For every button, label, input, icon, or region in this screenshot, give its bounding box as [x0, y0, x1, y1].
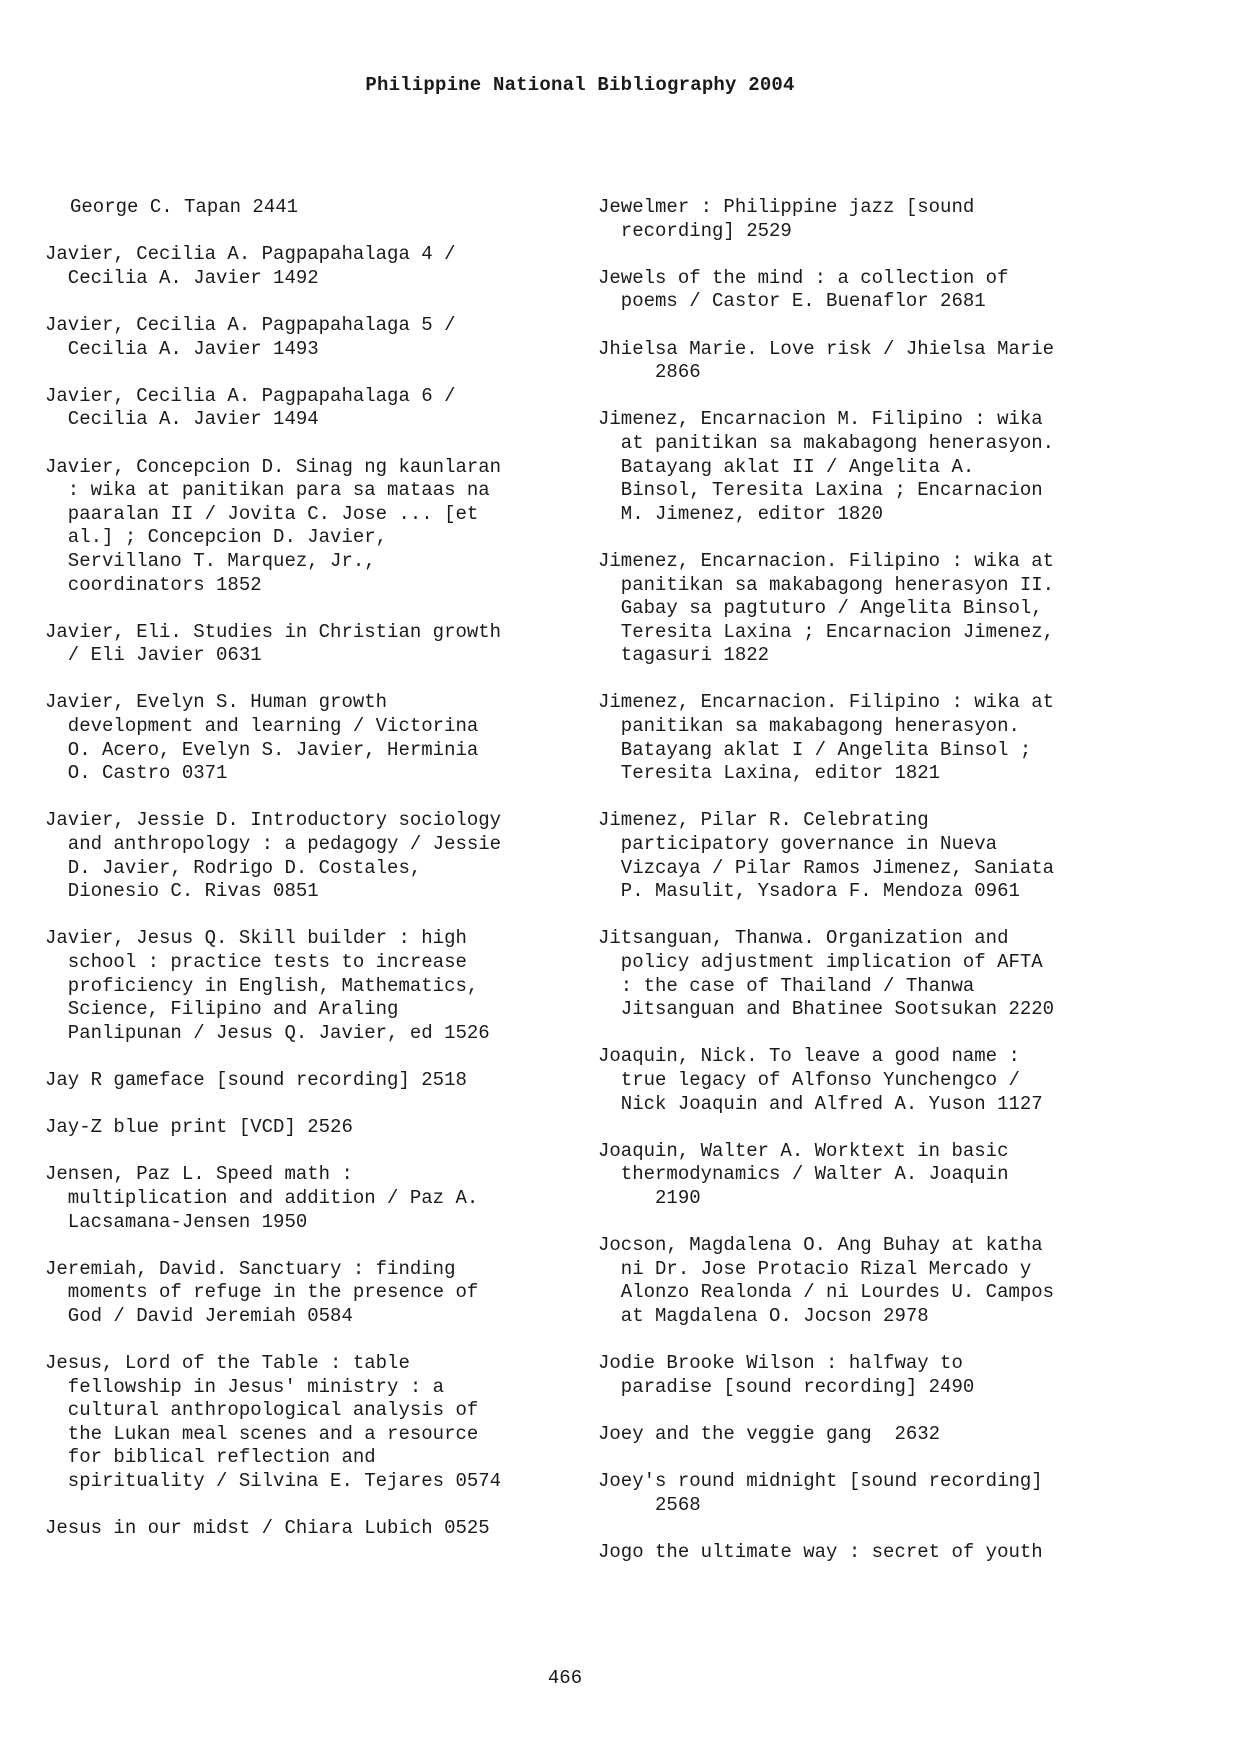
- page-title: Philippine National Bibliography 2004: [365, 74, 795, 96]
- right-column: [598, 196, 1158, 1588]
- bibliography-entry: Javier, Concepcion D. Sinag ng kaunlaran : wika at panitikan para sa mataas na paaralan II / Jovita C. Jose ... [et al.] ; Concepcion D. Javier, Servillano T. Marquez, Jr., coordinators 1852: [45, 455, 502, 596]
- bibliography-entry: Jitsanguan, Thanwa. Organization and policy adjustment implication of AFTA : the case of Thailand / Thanwa Jitsanguan and Bhatinee Sootsukan 2220: [598, 927, 1055, 1021]
- bibliography-entry: George C. Tapan 2441: [70, 196, 299, 218]
- bibliography-entry: Joaquin, Nick. To leave a good name : true legacy of Alfonso Yunchengco / Nick Joaquin and Alfred A. Yuson 1127: [598, 1045, 1043, 1115]
- bibliography-entry: Javier, Cecilia A. Pagpapahalaga 5 / Cecilia A. Javier 1493: [45, 313, 456, 360]
- bibliography-entry: Javier, Cecilia A. Pagpapahalaga 4 / Cecilia A. Javier 1492: [45, 243, 456, 289]
- bibliography-entry: Joey's round midnight [sound recording] 2568: [598, 1470, 1043, 1516]
- bibliography-entry: Jimenez, Encarnacion M. Filipino : wika at panitikan sa makabagong henerasyon. Batayang aklat II / Angelita A. Binsol, Teresita Laxina ; Encarnacion M. Jimenez, editor 1820: [598, 408, 1055, 525]
- left-column: [45, 196, 605, 1564]
- bibliography-entry: Javier, Jessie D. Introductory sociology and anthropology : a pedagogy / Jessie D. Javier, Rodrigo D. Costales, Dionesio C. Rivas 0851: [45, 809, 502, 903]
- bibliography-entry: Joey and the veggie gang 2632: [598, 1422, 941, 1445]
- bibliography-entry: Javier, Eli. Studies in Christian growth / Eli Javier 0631: [45, 620, 502, 667]
- bibliography-entry: Jimenez, Encarnacion. Filipino : wika at panitikan sa makabagong henerasyon. Batayang aklat I / Angelita Binsol ; Teresita Laxina, editor 1821: [598, 691, 1055, 785]
- bibliography-entry: Jewelmer : Philippine jazz [sound recording] 2529: [598, 196, 975, 242]
- bibliography-entry: Jesus, Lord of the Table : table fellowship in Jesus' ministry : a cultural anthropological analysis of the Lukan meal scenes and a resource for biblical reflection and spirituality / Silvina E. Tejares 0574: [45, 1352, 502, 1493]
- bibliography-entry: Jhielsa Marie. Love risk / Jhielsa Marie 2866: [598, 337, 1055, 384]
- bibliography-entry: Javier, Evelyn S. Human growth development and learning / Victorina O. Acero, Evelyn S. Javier, Herminia O. Castro 0371: [45, 691, 479, 785]
- bibliography-entry: Jensen, Paz L. Speed math : multiplication and addition / Paz A. Lacsamana-Jensen 1950: [45, 1163, 479, 1233]
- bibliography-entry: Javier, Jesus Q. Skill builder : high school : practice tests to increase proficiency in English, Mathematics, Science, Filipino and Araling Panlipunan / Jesus Q. Javier, ed 1526: [45, 927, 490, 1044]
- bibliography-entry: Jesus in our midst / Chiara Lubich 0525: [45, 1517, 490, 1540]
- bibliography-entry: Jodie Brooke Wilson : halfway to paradise [sound recording] 2490: [598, 1352, 975, 1398]
- bibliography-entry: Joaquin, Walter A. Worktext in basic thermodynamics / Walter A. Joaquin 2190: [598, 1139, 1009, 1209]
- bibliography-entry: Jeremiah, David. Sanctuary : finding moments of refuge in the presence of God / David Jeremiah 0584: [45, 1257, 479, 1327]
- page-number: 466: [547, 1667, 583, 1689]
- bibliography-entry: Javier, Cecilia A. Pagpapahalaga 6 / Cecilia A. Javier 1494: [45, 384, 456, 431]
- bibliography-entry: Jocson, Magdalena O. Ang Buhay at katha ni Dr. Jose Protacio Rizal Mercado y Alonzo Realonda / ni Lourdes U. Campos at Magdalena O. Jocson 2978: [598, 1234, 1055, 1327]
- bibliography-entry: Jimenez, Pilar R. Celebrating participatory governance in Nueva Vizcaya / Pilar Ramos Jimenez, Saniata P. Masulit, Ysadora F. Mendoza 0961: [598, 809, 1055, 903]
- bibliography-entry: Jay-Z blue print [VCD] 2526: [45, 1116, 353, 1139]
- bibliography-entry: Jimenez, Encarnacion. Filipino : wika at panitikan sa makabagong henerasyon II. Gabay sa pagtuturo / Angelita Binsol, Teresita Laxina ; Encarnacion Jimenez, tagasuri 1822: [598, 549, 1055, 667]
- bibliography-entry: Jay R gameface [sound recording] 2518: [45, 1068, 467, 1091]
- bibliography-entry: Jogo the ultimate way : secret of youth: [598, 1540, 1043, 1563]
- bibliography-entry: Jewels of the mind : a collection of poems / Castor E. Buenaflor 2681: [598, 266, 1009, 313]
